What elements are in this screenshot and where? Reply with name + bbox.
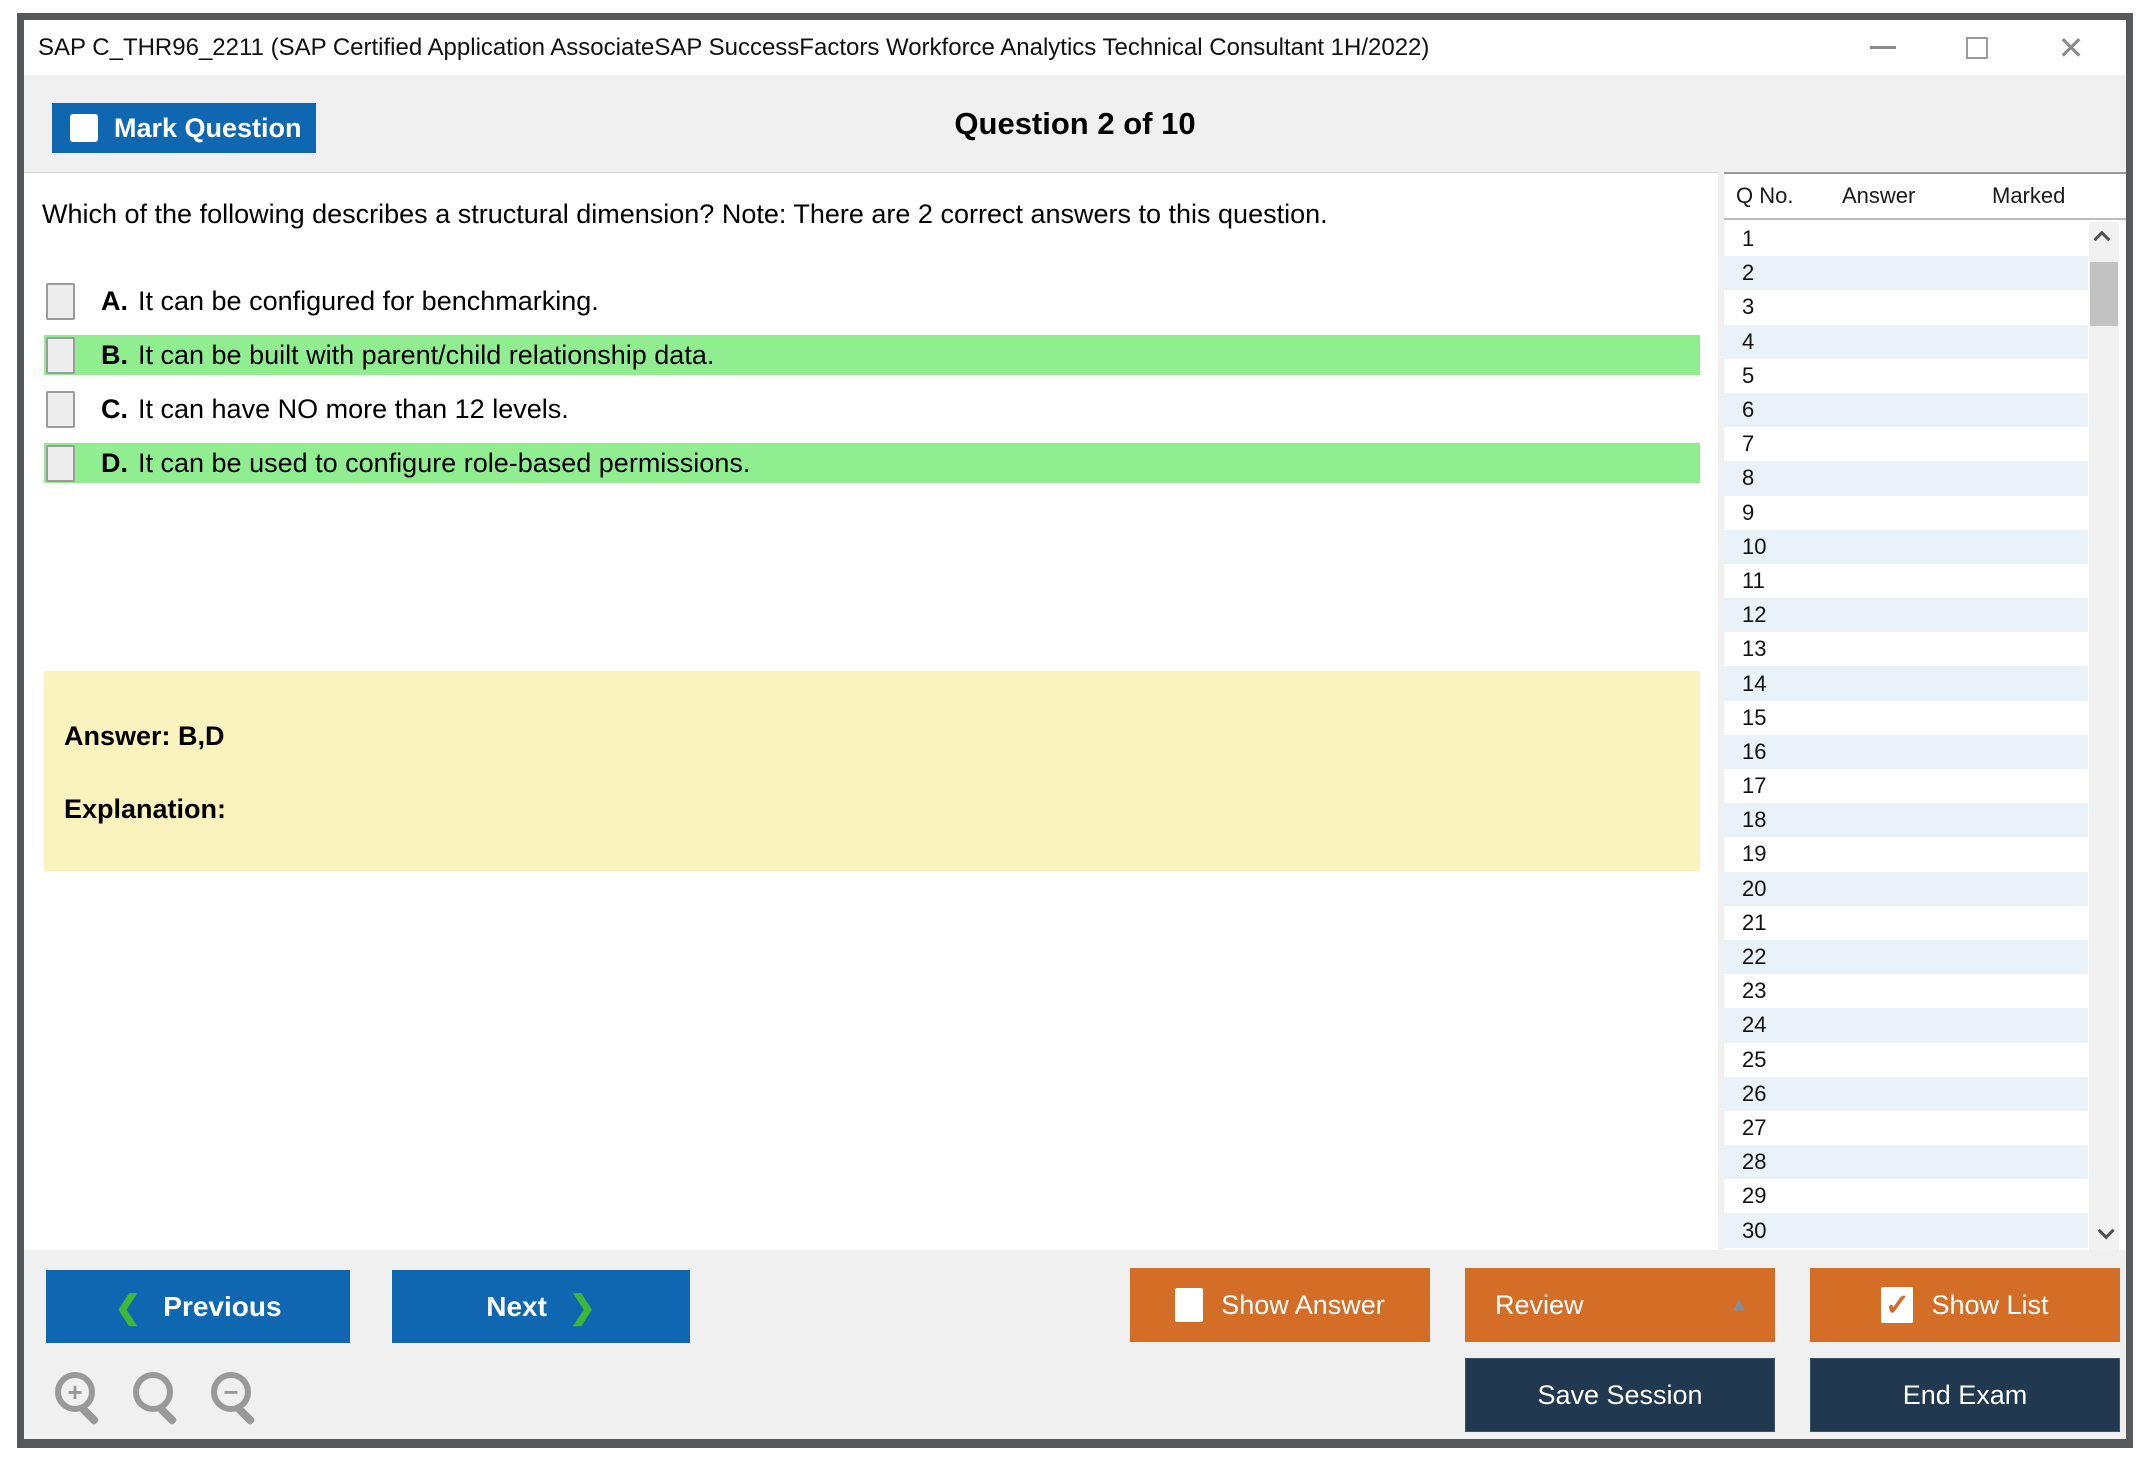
question-list-row[interactable] <box>1724 769 2088 803</box>
title-bar <box>24 20 2126 75</box>
question-list-row[interactable] <box>1724 1111 2088 1145</box>
question-list-row[interactable] <box>1724 461 2088 495</box>
window-title: SAP C_THR96_2211 (SAP Certified Application AssociateSAP SuccessFactors Workforce Analytics Technical Consultant 1H/2022) <box>38 33 1430 61</box>
question-list-row[interactable] <box>1724 632 2088 666</box>
question-number: 27 <box>1742 1114 1767 1140</box>
question-number: 12 <box>1742 602 1767 628</box>
question-number: 30 <box>1742 1217 1767 1243</box>
question-list-row[interactable] <box>1724 598 2088 632</box>
question-number: 3 <box>1742 294 1755 320</box>
question-number: 21 <box>1742 909 1767 935</box>
question-text: Which of the following describes a structural dimension? Note: There are 2 correct answers to this question. <box>42 199 1328 229</box>
answer-text: Answer: B,D <box>64 721 225 751</box>
show-answer-checkbox-icon <box>1175 1288 1203 1322</box>
chevron-up-icon <box>2093 231 2110 248</box>
minimize-icon <box>1870 46 1896 49</box>
previous-button[interactable] <box>46 1270 350 1343</box>
question-number: 25 <box>1742 1046 1767 1072</box>
question-list-row[interactable] <box>1724 666 2088 700</box>
option-text: It can be built with parent/child relationship data. <box>138 339 715 370</box>
mark-question-button[interactable] <box>52 103 316 153</box>
question-list-row[interactable] <box>1724 256 2088 290</box>
question-list-row[interactable] <box>1724 1043 2088 1077</box>
review-button[interactable] <box>1465 1268 1775 1342</box>
zoom-out-button[interactable] <box>211 1372 267 1434</box>
scrollbar-up-button[interactable] <box>2089 222 2119 252</box>
app-window <box>17 13 2133 1448</box>
show-list-label: Show List <box>1931 1289 2049 1320</box>
question-list-row[interactable] <box>1724 940 2088 974</box>
answer-option-row[interactable] <box>44 281 1700 321</box>
mark-question-checkbox-icon <box>70 114 98 142</box>
question-number: 19 <box>1742 841 1767 867</box>
show-answer-label: Show Answer <box>1221 1289 1385 1320</box>
question-list-row[interactable] <box>1724 1179 2088 1213</box>
question-number: 9 <box>1742 499 1755 525</box>
minimize-button[interactable] <box>1868 33 1898 63</box>
column-header-marked: Marked <box>1992 183 2066 208</box>
question-list-row[interactable] <box>1724 803 2088 837</box>
scrollbar-down-button[interactable] <box>2089 1218 2119 1248</box>
end-exam-label: End Exam <box>1902 1379 2028 1410</box>
option-checkbox[interactable] <box>46 391 75 428</box>
question-list-row[interactable] <box>1724 427 2088 461</box>
question-list-row[interactable] <box>1724 325 2088 359</box>
show-answer-button[interactable] <box>1130 1268 1430 1342</box>
end-exam-button[interactable] <box>1810 1358 2120 1432</box>
question-number: 28 <box>1742 1149 1767 1175</box>
question-number: 8 <box>1742 465 1755 491</box>
question-list-row[interactable] <box>1724 906 2088 940</box>
question-number: 15 <box>1742 704 1767 730</box>
answer-option-row[interactable] <box>44 389 1700 429</box>
option-text: It can have NO more than 12 levels. <box>138 393 569 424</box>
question-counter: Question 2 of 10 <box>954 105 1196 141</box>
maximize-icon <box>1966 37 1988 59</box>
close-button[interactable] <box>2056 29 2086 66</box>
question-panel <box>24 172 1718 1250</box>
question-number: 2 <box>1742 260 1755 286</box>
magnifier-handle <box>234 1404 255 1425</box>
magnifier-handle <box>156 1404 177 1425</box>
question-list-row[interactable] <box>1724 974 2088 1008</box>
triangle-up-icon: ▲ <box>1729 1293 1749 1316</box>
previous-label: Previous <box>163 1290 282 1322</box>
question-list-row[interactable] <box>1724 1213 2088 1247</box>
question-list-row[interactable] <box>1724 1145 2088 1179</box>
question-list-row[interactable] <box>1724 837 2088 871</box>
question-number: 20 <box>1742 875 1767 901</box>
footer-toolbar <box>24 1250 2126 1439</box>
zoom-reset-button[interactable] <box>133 1372 189 1434</box>
column-header-qno: Q No. <box>1736 183 1794 208</box>
zoom-in-icon: + <box>55 1372 95 1412</box>
zoom-controls <box>55 1372 267 1434</box>
chevron-down-icon <box>2098 1222 2115 1239</box>
question-number: 7 <box>1742 431 1755 457</box>
chevron-left-icon: ❮ <box>114 1288 142 1325</box>
question-list <box>1724 222 2088 1250</box>
option-text: It can be used to configure role-based permissions. <box>138 447 751 478</box>
column-header-answer: Answer <box>1842 183 1916 208</box>
option-text: It can be configured for benchmarking. <box>138 285 599 316</box>
question-number: 4 <box>1742 328 1755 354</box>
next-button[interactable] <box>392 1270 690 1343</box>
question-list-row[interactable] <box>1724 496 2088 530</box>
next-label: Next <box>486 1290 547 1322</box>
explanation-label: Explanation: <box>64 794 227 824</box>
show-list-checked-checkbox-icon: ✓ <box>1881 1287 1913 1323</box>
scrollbar[interactable] <box>2089 222 2119 1250</box>
question-number: 24 <box>1742 1012 1767 1038</box>
question-number: 5 <box>1742 362 1755 388</box>
chevron-right-icon: ❯ <box>568 1288 596 1325</box>
option-checkbox[interactable] <box>46 283 75 320</box>
option-checkbox[interactable] <box>46 445 75 482</box>
question-list-row[interactable] <box>1724 359 2088 393</box>
question-list-row[interactable] <box>1724 564 2088 598</box>
question-number: 10 <box>1742 533 1767 559</box>
option-letter: C. <box>101 393 128 424</box>
question-list-row[interactable] <box>1724 872 2088 906</box>
save-session-label: Save Session <box>1537 1379 1703 1410</box>
question-number: 18 <box>1742 807 1767 833</box>
save-session-button[interactable] <box>1465 1358 1775 1432</box>
question-list-row[interactable] <box>1724 222 2088 256</box>
question-number: 6 <box>1742 397 1755 423</box>
close-icon: ✕ <box>2057 29 2085 66</box>
question-list-panel <box>1724 172 2126 1250</box>
answer-option-row[interactable] <box>44 335 1700 375</box>
scrollbar-thumb[interactable] <box>2090 262 2118 326</box>
question-number: 22 <box>1742 944 1767 970</box>
option-letter: B. <box>101 339 128 370</box>
question-number: 23 <box>1742 978 1767 1004</box>
option-checkbox[interactable] <box>46 337 75 374</box>
question-number: 13 <box>1742 636 1767 662</box>
magnifier-handle <box>78 1404 99 1425</box>
question-list-row[interactable] <box>1724 290 2088 324</box>
header-strip <box>24 75 2126 172</box>
question-list-row[interactable] <box>1724 393 2088 427</box>
answer-options-list <box>44 281 1700 497</box>
window-controls <box>1868 20 2086 75</box>
option-letter: A. <box>101 285 128 316</box>
zoom-in-button[interactable] <box>55 1372 111 1434</box>
question-list-row[interactable] <box>1724 735 2088 769</box>
mark-question-label: Mark Question <box>114 112 302 143</box>
review-label: Review <box>1495 1289 1584 1320</box>
question-list-row[interactable] <box>1724 701 2088 735</box>
question-number: 1 <box>1742 226 1755 252</box>
question-number: 29 <box>1742 1183 1767 1209</box>
question-list-row[interactable] <box>1724 530 2088 564</box>
zoom-out-icon: − <box>211 1372 251 1412</box>
option-letter: D. <box>101 447 128 478</box>
magnifier-icon <box>133 1372 173 1412</box>
question-number: 26 <box>1742 1080 1767 1106</box>
answer-box <box>44 671 1700 871</box>
question-number: 14 <box>1742 670 1767 696</box>
question-list-header <box>1724 174 2126 220</box>
answer-option-row[interactable] <box>44 443 1700 483</box>
question-number: 16 <box>1742 738 1767 764</box>
question-number: 17 <box>1742 773 1767 799</box>
show-list-button[interactable] <box>1810 1268 2120 1342</box>
question-list-row[interactable] <box>1724 1008 2088 1042</box>
maximize-button[interactable] <box>1962 33 1992 63</box>
question-number: 11 <box>1742 567 1765 593</box>
question-list-row[interactable] <box>1724 1077 2088 1111</box>
